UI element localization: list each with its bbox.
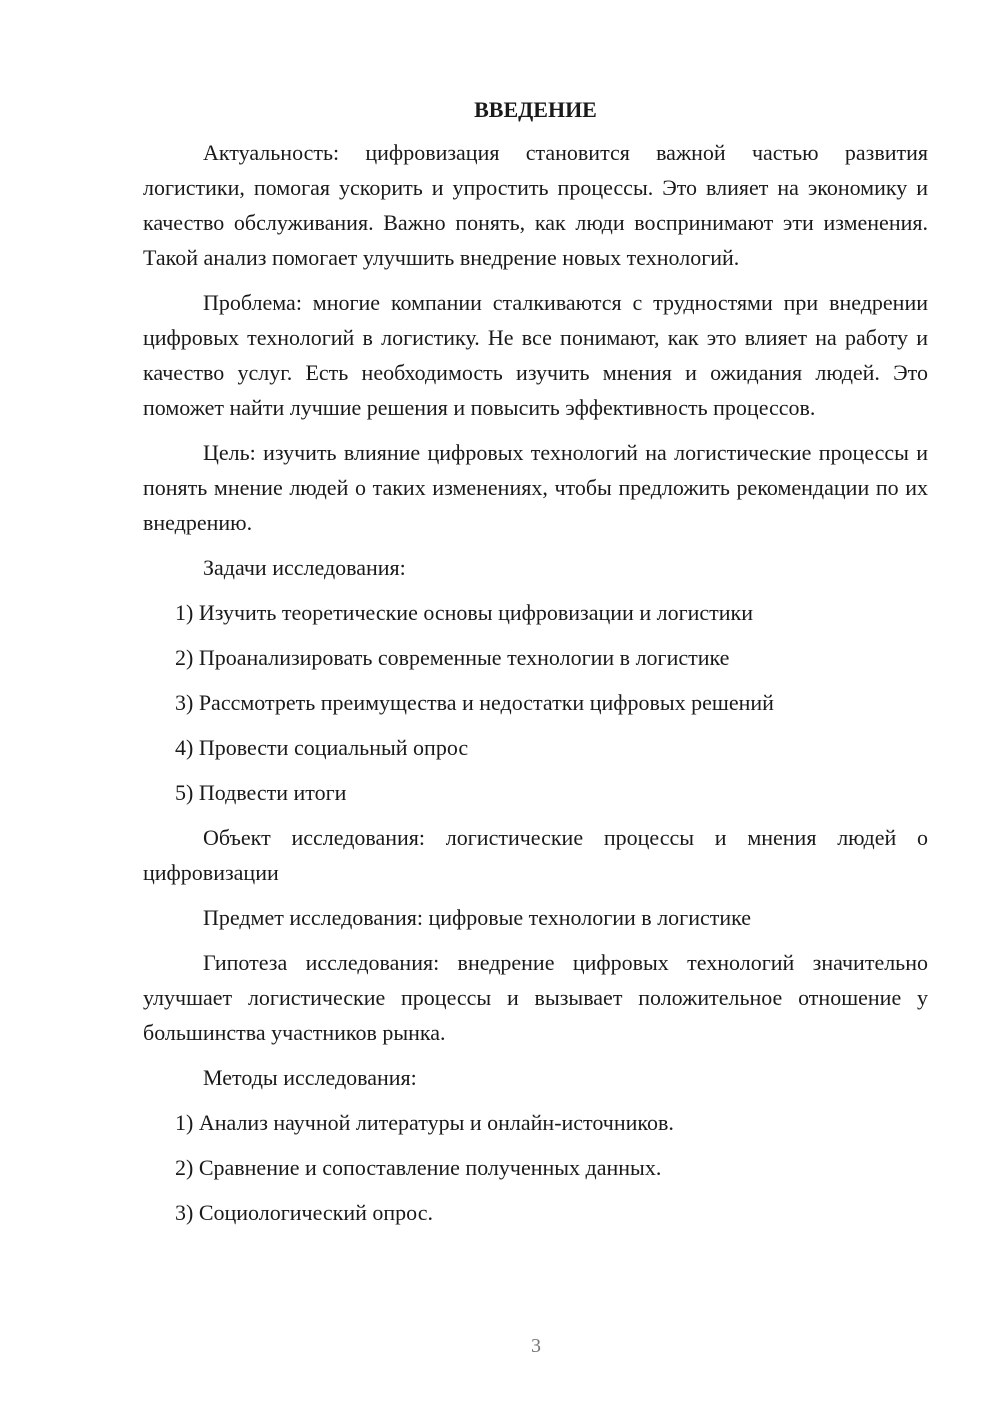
task-item: 5) Подвести итоги [175, 780, 347, 805]
method-item: 3) Социологический опрос. [175, 1200, 433, 1225]
task-item: 4) Провести социальный опрос [175, 735, 469, 760]
page-title: ВВЕДЕНИЕ [474, 97, 597, 122]
relevance-paragraph: Актуальность: цифровизация становится важной частью развития логистики, помогая ускорить и упростить процессы. Это влияет на экономику и качество обслуживания. Важно понять, как люди воспринимают эти изменения. Такой анализ помогает улучшить внедрение новых технологий. [143, 140, 928, 270]
task-item: 1) Изучить теоретические основы цифровизации и логистики [175, 600, 753, 625]
subject-paragraph: Предмет исследования: цифровые технологии в логистике [203, 905, 752, 930]
method-item: 2) Сравнение и сопоставление полученных данных. [175, 1155, 662, 1180]
page-number: 3 [531, 1335, 541, 1357]
task-item: 3) Рассмотреть преимущества и недостатки цифровых решений [175, 690, 774, 715]
method-item: 1) Анализ научной литературы и онлайн-источников. [175, 1110, 674, 1135]
tasks-label: Задачи исследования: [203, 555, 406, 580]
task-item: 2) Проанализировать современные технологии в логистике [175, 645, 730, 670]
methods-list [143, 1105, 928, 1230]
problem-paragraph: Проблема: многие компании сталкиваются с трудностями при внедрении цифровых технологий в логистику. Не все понимают, как это влияет на работу и качество услуг. Есть необходимость изучить мнения и ожидания людей. Это поможет найти лучшие решения и повысить эффективность процессов. [143, 290, 928, 420]
tasks-list [143, 595, 928, 810]
object-paragraph: Объект исследования: логистические процессы и мнения людей о цифровизации [143, 825, 928, 885]
hypothesis-paragraph: Гипотеза исследования: внедрение цифровых технологий значительно улучшает логистические процессы и вызывает положительное отношение у большинства участников рынка. [143, 950, 928, 1045]
goal-paragraph: Цель: изучить влияние цифровых технологий на логистические процессы и понять мнение людей о таких изменениях, чтобы предложить рекомендации по их внедрению. [143, 440, 928, 535]
methods-label: Методы исследования: [203, 1065, 417, 1090]
document-page [143, 95, 928, 1240]
